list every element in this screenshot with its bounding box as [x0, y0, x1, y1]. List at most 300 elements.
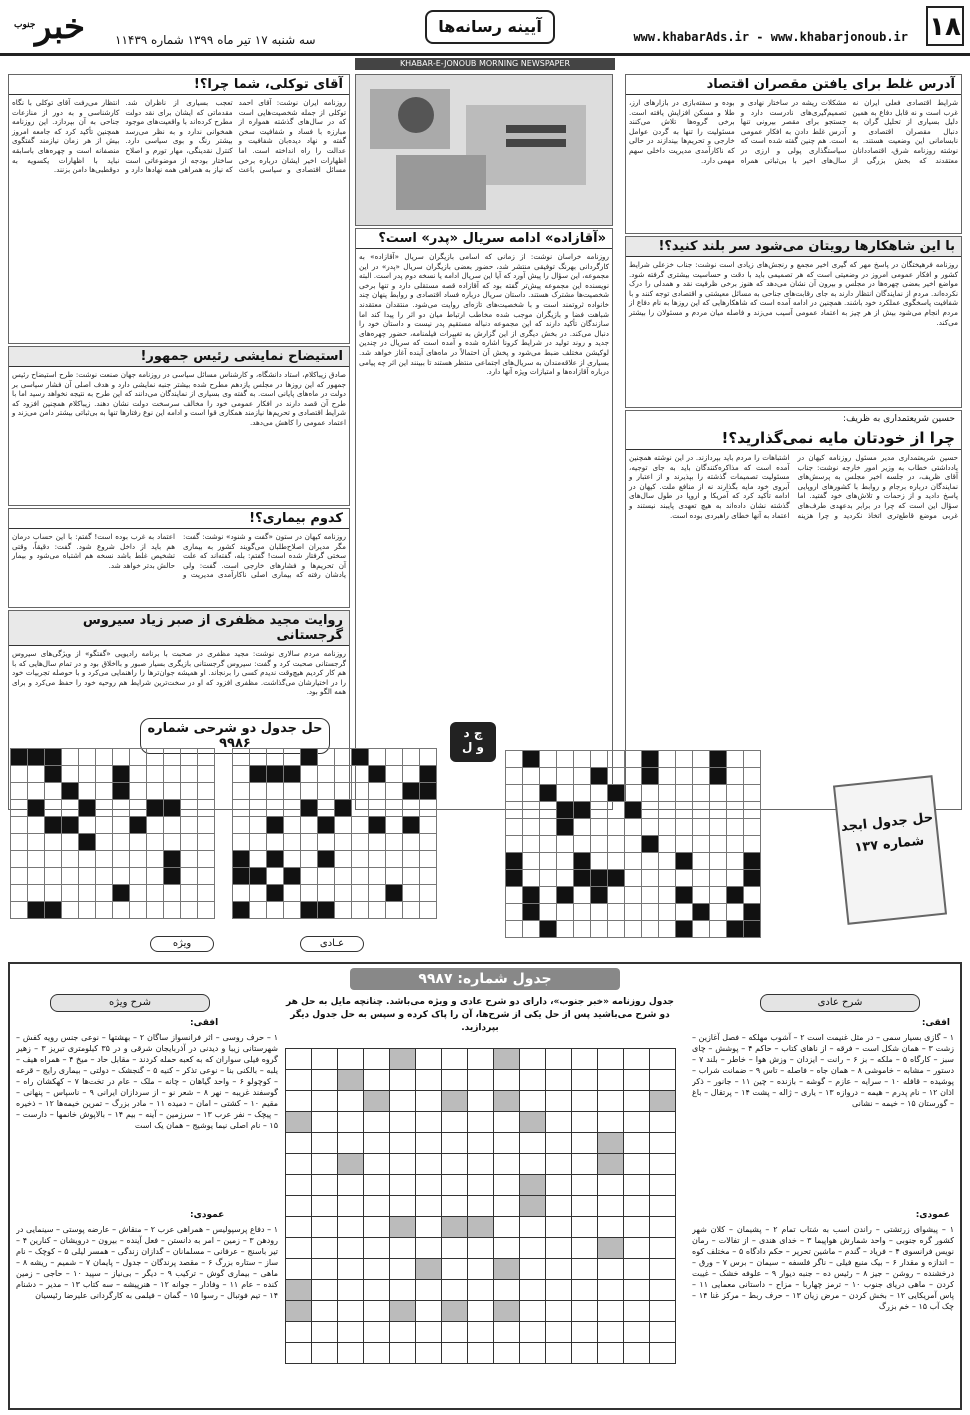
grid-cell[interactable]: [650, 1196, 676, 1217]
grid-cell[interactable]: [468, 1343, 494, 1364]
grid-cell[interactable]: [390, 1259, 416, 1280]
grid-cell[interactable]: [338, 1133, 364, 1154]
grid-cell[interactable]: [312, 1238, 338, 1259]
grid-cell[interactable]: [520, 1070, 546, 1091]
grid-cell[interactable]: [494, 1154, 520, 1175]
grid-cell[interactable]: [364, 1322, 390, 1343]
grid-cell[interactable]: [442, 1343, 468, 1364]
grid-cell[interactable]: [416, 1280, 442, 1301]
grid-cell[interactable]: [468, 1322, 494, 1343]
grid-cell[interactable]: [416, 1049, 442, 1070]
grid-cell[interactable]: [624, 1070, 650, 1091]
grid-cell[interactable]: [338, 1154, 364, 1175]
grid-cell[interactable]: [624, 1049, 650, 1070]
grid-cell[interactable]: [598, 1259, 624, 1280]
grid-cell: [676, 853, 693, 870]
grid-cell: [45, 834, 62, 851]
grid-cell[interactable]: [598, 1049, 624, 1070]
grid-cell[interactable]: [442, 1238, 468, 1259]
grid-cell[interactable]: [338, 1217, 364, 1238]
grid-cell: [420, 749, 437, 766]
grid-cell[interactable]: [598, 1175, 624, 1196]
grid-cell[interactable]: [572, 1280, 598, 1301]
grid-cell[interactable]: [416, 1301, 442, 1322]
grid-cell[interactable]: [520, 1238, 546, 1259]
grid-cell: [284, 817, 301, 834]
grid-cell[interactable]: [572, 1175, 598, 1196]
grid-cell[interactable]: [416, 1217, 442, 1238]
grid-cell: [693, 853, 710, 870]
grid-cell[interactable]: [650, 1238, 676, 1259]
grid-cell[interactable]: [416, 1322, 442, 1343]
grid-cell[interactable]: [650, 1091, 676, 1112]
grid-cell[interactable]: [468, 1133, 494, 1154]
grid-cell[interactable]: [390, 1343, 416, 1364]
grid-cell[interactable]: [546, 1217, 572, 1238]
grid-cell[interactable]: [390, 1133, 416, 1154]
grid-cell[interactable]: [468, 1301, 494, 1322]
grid-cell: [233, 800, 250, 817]
grid-cell[interactable]: [338, 1280, 364, 1301]
grid-cell[interactable]: [286, 1091, 312, 1112]
grid-cell[interactable]: [312, 1301, 338, 1322]
grid-cell: [62, 902, 79, 919]
grid-cell[interactable]: [442, 1133, 468, 1154]
grid-cell[interactable]: [624, 1343, 650, 1364]
grid-cell[interactable]: [442, 1280, 468, 1301]
grid-cell[interactable]: [312, 1259, 338, 1280]
grid-cell[interactable]: [520, 1259, 546, 1280]
grid-cell[interactable]: [416, 1343, 442, 1364]
grid-cell[interactable]: [650, 1175, 676, 1196]
grid-cell[interactable]: [624, 1154, 650, 1175]
grid-cell[interactable]: [572, 1196, 598, 1217]
article-tavakoli: [8, 74, 350, 344]
grid-cell: [79, 902, 96, 919]
grid-cell[interactable]: [312, 1217, 338, 1238]
grid-cell[interactable]: [598, 1238, 624, 1259]
grid-cell[interactable]: [572, 1238, 598, 1259]
grid-cell[interactable]: [286, 1280, 312, 1301]
grid-cell[interactable]: [416, 1175, 442, 1196]
grid-cell[interactable]: [286, 1322, 312, 1343]
grid-cell[interactable]: [546, 1343, 572, 1364]
grid-cell[interactable]: [650, 1280, 676, 1301]
grid-cell[interactable]: [598, 1322, 624, 1343]
grid-cell[interactable]: [520, 1091, 546, 1112]
grid-cell: [45, 851, 62, 868]
grid-cell[interactable]: [546, 1301, 572, 1322]
grid-cell[interactable]: [624, 1091, 650, 1112]
grid-cell: [574, 785, 591, 802]
grid-cell[interactable]: [546, 1196, 572, 1217]
grid-cell[interactable]: [442, 1112, 468, 1133]
grid-cell[interactable]: [312, 1343, 338, 1364]
grid-cell[interactable]: [442, 1049, 468, 1070]
grid-cell[interactable]: [312, 1196, 338, 1217]
grid-cell[interactable]: [390, 1049, 416, 1070]
grid-cell: [744, 836, 761, 853]
grid-cell[interactable]: [598, 1133, 624, 1154]
grid-cell[interactable]: [364, 1091, 390, 1112]
website-links[interactable]: www.khabarAds.ir - www.khabarjonoub.ir: [633, 30, 908, 44]
grid-cell[interactable]: [572, 1343, 598, 1364]
grid-cell[interactable]: [650, 1049, 676, 1070]
grid-cell: [540, 887, 557, 904]
grid-cell: [591, 853, 608, 870]
grid-cell[interactable]: [442, 1091, 468, 1112]
grid-cell[interactable]: [338, 1301, 364, 1322]
grid-cell[interactable]: [624, 1301, 650, 1322]
grid-cell[interactable]: [650, 1343, 676, 1364]
grid-cell: [523, 836, 540, 853]
article-title: چرا از خودتان مایه نمی‌گذارید؟!: [626, 427, 961, 450]
grid-cell[interactable]: [572, 1154, 598, 1175]
grid-cell: [62, 749, 79, 766]
grid-cell[interactable]: [338, 1322, 364, 1343]
grid-cell[interactable]: [364, 1154, 390, 1175]
grid-cell: [198, 766, 215, 783]
grid-cell[interactable]: [364, 1217, 390, 1238]
article-title: آدرس غلط برای یافتن مقصران اقتصاد: [626, 75, 961, 95]
grid-cell[interactable]: [520, 1280, 546, 1301]
grid-cell[interactable]: [442, 1196, 468, 1217]
grid-cell[interactable]: [338, 1238, 364, 1259]
grid-cell[interactable]: [286, 1070, 312, 1091]
grid-cell[interactable]: [442, 1259, 468, 1280]
grid-cell[interactable]: [286, 1217, 312, 1238]
grid-cell: [318, 885, 335, 902]
tab-special[interactable]: ویژه: [150, 936, 214, 952]
grid-cell[interactable]: [390, 1091, 416, 1112]
grid-cell[interactable]: [390, 1217, 416, 1238]
grid-cell[interactable]: [390, 1238, 416, 1259]
grid-cell[interactable]: [598, 1112, 624, 1133]
grid-cell[interactable]: [598, 1070, 624, 1091]
grid-cell: [386, 834, 403, 851]
grid-cell[interactable]: [520, 1343, 546, 1364]
grid-cell: [642, 853, 659, 870]
grid-cell: [181, 817, 198, 834]
grid-cell[interactable]: [286, 1343, 312, 1364]
grid-cell[interactable]: [546, 1175, 572, 1196]
grid-cell: [727, 819, 744, 836]
grid-cell[interactable]: [286, 1238, 312, 1259]
grid-cell[interactable]: [546, 1154, 572, 1175]
grid-cell[interactable]: [494, 1343, 520, 1364]
grid-cell[interactable]: [442, 1322, 468, 1343]
grid-cell[interactable]: [598, 1343, 624, 1364]
grid-cell[interactable]: [624, 1196, 650, 1217]
grid-cell[interactable]: [364, 1343, 390, 1364]
grid-cell: [625, 751, 642, 768]
grid-cell[interactable]: [312, 1049, 338, 1070]
grid-cell[interactable]: [338, 1070, 364, 1091]
grid-cell[interactable]: [390, 1154, 416, 1175]
grid-cell[interactable]: [546, 1280, 572, 1301]
grid-cell[interactable]: [546, 1049, 572, 1070]
grid-cell[interactable]: [520, 1301, 546, 1322]
grid-cell[interactable]: [442, 1070, 468, 1091]
grid-cell: [113, 800, 130, 817]
grid-cell: [318, 902, 335, 919]
grid-cell[interactable]: [520, 1154, 546, 1175]
grid-cell[interactable]: [312, 1091, 338, 1112]
grid-cell[interactable]: [390, 1301, 416, 1322]
grid-cell[interactable]: [364, 1070, 390, 1091]
grid-cell[interactable]: [338, 1049, 364, 1070]
grid-cell[interactable]: [650, 1301, 676, 1322]
grid-cell[interactable]: [598, 1154, 624, 1175]
grid-cell[interactable]: [546, 1133, 572, 1154]
grid-cell[interactable]: [416, 1133, 442, 1154]
grid-cell[interactable]: [624, 1238, 650, 1259]
grid-cell[interactable]: [416, 1259, 442, 1280]
grid-cell: [45, 800, 62, 817]
grid-cell[interactable]: [416, 1112, 442, 1133]
grid-cell[interactable]: [390, 1322, 416, 1343]
grid-cell: [574, 887, 591, 904]
grid-cell: [147, 800, 164, 817]
grid-cell[interactable]: [624, 1175, 650, 1196]
grid-cell[interactable]: [312, 1322, 338, 1343]
grid-cell[interactable]: [468, 1175, 494, 1196]
crossword-grid[interactable]: [285, 1048, 676, 1364]
grid-cell[interactable]: [390, 1112, 416, 1133]
grid-cell: [113, 783, 130, 800]
grid-cell[interactable]: [312, 1175, 338, 1196]
grid-cell: [352, 749, 369, 766]
grid-cell[interactable]: [650, 1259, 676, 1280]
grid-cell: [676, 785, 693, 802]
grid-cell[interactable]: [546, 1070, 572, 1091]
grid-cell[interactable]: [598, 1091, 624, 1112]
grid-cell[interactable]: [572, 1091, 598, 1112]
grid-cell[interactable]: [312, 1070, 338, 1091]
grid-cell[interactable]: [416, 1154, 442, 1175]
grid-cell[interactable]: [468, 1154, 494, 1175]
grid-cell: [403, 902, 420, 919]
grid-cell: [284, 902, 301, 919]
grid-cell: [198, 783, 215, 800]
grid-cell[interactable]: [312, 1133, 338, 1154]
grid-cell[interactable]: [624, 1259, 650, 1280]
grid-cell[interactable]: [494, 1175, 520, 1196]
grid-cell: [523, 904, 540, 921]
grid-cell[interactable]: [468, 1070, 494, 1091]
grid-cell[interactable]: [442, 1175, 468, 1196]
grid-cell[interactable]: [312, 1112, 338, 1133]
grid-cell[interactable]: [650, 1070, 676, 1091]
grid-cell[interactable]: [286, 1112, 312, 1133]
grid-cell: [164, 868, 181, 885]
grid-cell[interactable]: [624, 1280, 650, 1301]
grid-cell[interactable]: [468, 1217, 494, 1238]
grid-cell: [369, 800, 386, 817]
grid-cell[interactable]: [494, 1112, 520, 1133]
special-header: شرح ویژه: [50, 994, 210, 1012]
grid-cell[interactable]: [390, 1070, 416, 1091]
grid-cell: [318, 868, 335, 885]
grid-cell[interactable]: [546, 1259, 572, 1280]
grid-cell: [659, 785, 676, 802]
grid-cell[interactable]: [494, 1322, 520, 1343]
grid-cell[interactable]: [494, 1091, 520, 1112]
grid-cell[interactable]: [364, 1238, 390, 1259]
grid-cell[interactable]: [520, 1112, 546, 1133]
grid-cell[interactable]: [338, 1175, 364, 1196]
grid-cell[interactable]: [650, 1133, 676, 1154]
grid-cell: [386, 851, 403, 868]
grid-cell[interactable]: [338, 1112, 364, 1133]
grid-cell: [335, 749, 352, 766]
grid-cell[interactable]: [650, 1112, 676, 1133]
grid-cell[interactable]: [390, 1175, 416, 1196]
grid-cell[interactable]: [468, 1049, 494, 1070]
grid-cell[interactable]: [416, 1196, 442, 1217]
grid-cell[interactable]: [650, 1154, 676, 1175]
grid-cell: [403, 749, 420, 766]
grid-cell[interactable]: [572, 1217, 598, 1238]
grid-cell: [420, 783, 437, 800]
grid-cell[interactable]: [494, 1070, 520, 1091]
grid-cell[interactable]: [520, 1217, 546, 1238]
grid-cell[interactable]: [286, 1133, 312, 1154]
grid-cell: [198, 851, 215, 868]
grid-cell[interactable]: [364, 1259, 390, 1280]
grid-cell: [523, 921, 540, 938]
grid-cell[interactable]: [494, 1280, 520, 1301]
grid-cell: [642, 819, 659, 836]
grid-cell[interactable]: [338, 1091, 364, 1112]
grid-cell[interactable]: [442, 1301, 468, 1322]
grid-cell: [318, 800, 335, 817]
grid-cell: [369, 868, 386, 885]
grid-cell: [198, 817, 215, 834]
grid-cell[interactable]: [598, 1301, 624, 1322]
grid-cell[interactable]: [390, 1196, 416, 1217]
grid-cell[interactable]: [650, 1217, 676, 1238]
grid-cell[interactable]: [312, 1280, 338, 1301]
grid-cell[interactable]: [520, 1196, 546, 1217]
grid-cell[interactable]: [624, 1322, 650, 1343]
grid-cell[interactable]: [286, 1196, 312, 1217]
tab-normal[interactable]: عـادی: [300, 936, 364, 952]
grid-cell[interactable]: [286, 1301, 312, 1322]
grid-cell: [96, 766, 113, 783]
grid-cell: [301, 783, 318, 800]
grid-cell: [96, 868, 113, 885]
grid-cell[interactable]: [286, 1154, 312, 1175]
grid-cell[interactable]: [572, 1133, 598, 1154]
grid-cell[interactable]: [572, 1112, 598, 1133]
grid-cell: [403, 783, 420, 800]
grid-cell[interactable]: [286, 1259, 312, 1280]
grid-cell[interactable]: [520, 1175, 546, 1196]
grid-cell[interactable]: [494, 1133, 520, 1154]
grid-cell[interactable]: [286, 1049, 312, 1070]
grid-cell[interactable]: [286, 1175, 312, 1196]
grid-cell[interactable]: [650, 1322, 676, 1343]
grid-cell[interactable]: [364, 1196, 390, 1217]
grid-cell[interactable]: [598, 1217, 624, 1238]
grid-cell[interactable]: [494, 1301, 520, 1322]
grid-cell[interactable]: [312, 1154, 338, 1175]
grid-cell[interactable]: [572, 1301, 598, 1322]
grid-cell[interactable]: [468, 1091, 494, 1112]
grid-cell: [250, 800, 267, 817]
grid-cell[interactable]: [520, 1133, 546, 1154]
grid-cell[interactable]: [416, 1091, 442, 1112]
grid-cell: [659, 751, 676, 768]
grid-cell[interactable]: [468, 1238, 494, 1259]
grid-cell: [28, 851, 45, 868]
grid-cell[interactable]: [572, 1070, 598, 1091]
grid-cell[interactable]: [364, 1301, 390, 1322]
grid-cell[interactable]: [416, 1238, 442, 1259]
grid-cell[interactable]: [364, 1049, 390, 1070]
grid-cell[interactable]: [572, 1049, 598, 1070]
grid-cell[interactable]: [598, 1280, 624, 1301]
grid-cell[interactable]: [494, 1049, 520, 1070]
grid-cell[interactable]: [520, 1322, 546, 1343]
grid-cell[interactable]: [364, 1175, 390, 1196]
grid-cell: [113, 902, 130, 919]
grid-cell[interactable]: [468, 1112, 494, 1133]
grid-cell[interactable]: [468, 1259, 494, 1280]
grid-cell[interactable]: [338, 1196, 364, 1217]
grid-cell[interactable]: [364, 1133, 390, 1154]
grid-cell[interactable]: [546, 1238, 572, 1259]
grid-cell[interactable]: [572, 1322, 598, 1343]
grid-cell[interactable]: [468, 1196, 494, 1217]
grid-cell[interactable]: [442, 1154, 468, 1175]
grid-cell: [625, 768, 642, 785]
grid-cell[interactable]: [598, 1196, 624, 1217]
grid-cell: [608, 870, 625, 887]
grid-cell: [625, 819, 642, 836]
grid-cell[interactable]: [494, 1259, 520, 1280]
grid-cell: [267, 817, 284, 834]
grid-cell[interactable]: [416, 1070, 442, 1091]
grid-cell[interactable]: [520, 1049, 546, 1070]
grid-cell[interactable]: [364, 1112, 390, 1133]
grid-cell[interactable]: [468, 1280, 494, 1301]
grid-cell: [62, 868, 79, 885]
grid-cell[interactable]: [546, 1112, 572, 1133]
normal-down-label: عمودی:: [915, 1210, 950, 1220]
grid-cell[interactable]: [442, 1217, 468, 1238]
grid-cell: [591, 819, 608, 836]
grid-cell[interactable]: [624, 1217, 650, 1238]
grid-cell[interactable]: [572, 1259, 598, 1280]
grid-cell: [557, 751, 574, 768]
grid-cell[interactable]: [546, 1322, 572, 1343]
grid-cell: [301, 868, 318, 885]
grid-cell[interactable]: [624, 1112, 650, 1133]
grid-cell: [642, 802, 659, 819]
grid-cell: [62, 817, 79, 834]
grid-cell[interactable]: [338, 1343, 364, 1364]
grid-cell[interactable]: [494, 1196, 520, 1217]
grid-cell[interactable]: [390, 1280, 416, 1301]
grid-cell[interactable]: [494, 1238, 520, 1259]
grid-cell[interactable]: [494, 1217, 520, 1238]
grid-cell[interactable]: [546, 1091, 572, 1112]
grid-cell[interactable]: [624, 1133, 650, 1154]
grid-cell[interactable]: [364, 1280, 390, 1301]
grid-cell[interactable]: [338, 1259, 364, 1280]
